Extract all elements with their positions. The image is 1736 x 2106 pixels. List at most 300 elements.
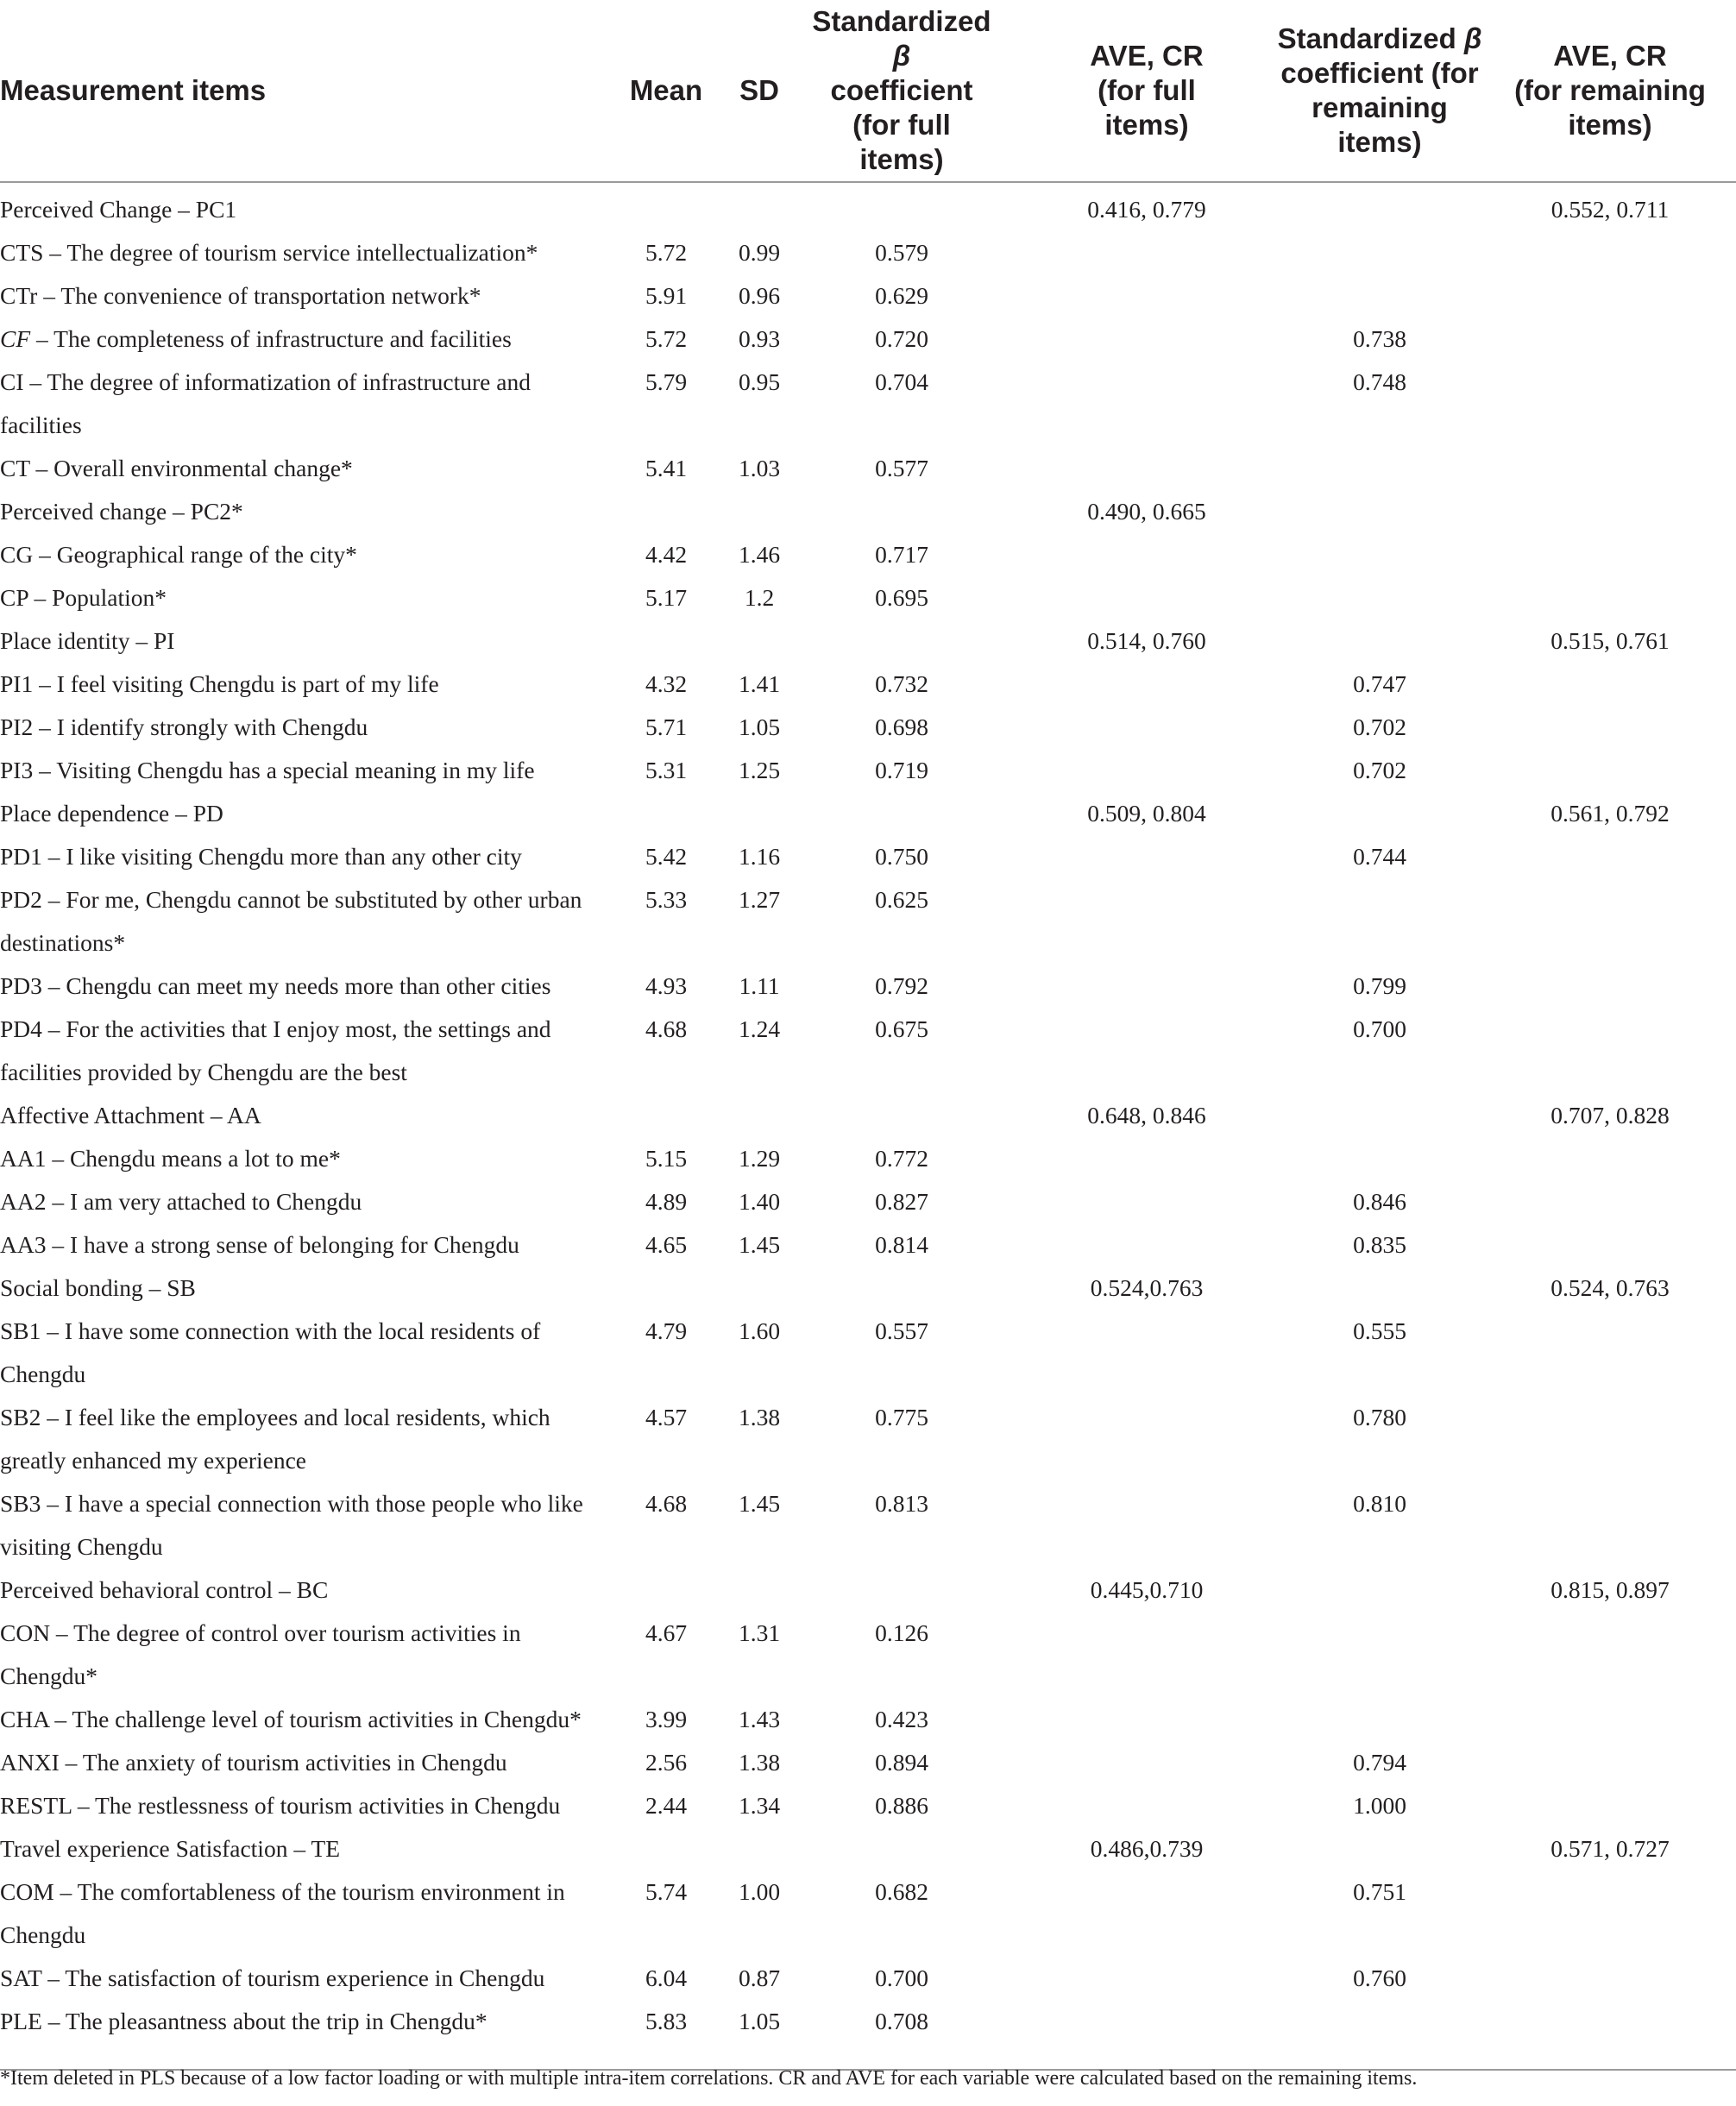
cell-sd: [725, 619, 811, 663]
cell-std: 0.423: [875, 1706, 928, 1732]
cell-measurement-item: SB3 – I have a special connection with those people who like visiting Chengdu: [0, 1490, 583, 1560]
cell-mean: [621, 1094, 725, 1137]
cell-mean: 2.44: [645, 1792, 688, 1819]
cell-sd: 0.93: [738, 325, 781, 352]
cell-std2: 0.700: [1353, 1015, 1406, 1042]
table-row: [0, 1137, 1736, 1180]
cell-measurement-item: Travel experience Satisfaction – TE: [0, 1835, 341, 1862]
cell-measurement-item: Perceived behavioral control – BC: [0, 1576, 329, 1603]
cell-std2: [1268, 1267, 1508, 1310]
cell-std: 0.719: [875, 757, 928, 783]
cell-ave: [1042, 576, 1268, 619]
cell-ave: [1042, 749, 1268, 792]
cell-std2: 1.000: [1353, 1792, 1406, 1819]
cell-sd: 1.27: [738, 886, 781, 913]
cell-sd: [725, 1568, 811, 1612]
cell-std2: [1268, 878, 1508, 965]
cell-ave: [1042, 1396, 1268, 1482]
cell-mean: 4.79: [645, 1317, 688, 1344]
cell-mean: 4.67: [645, 1619, 688, 1646]
cell-std: 0.708: [875, 2008, 928, 2034]
cell-ave2: [1508, 835, 1736, 878]
cell-sd: 1.00: [738, 1878, 781, 1905]
cell-mean: 4.57: [645, 1404, 688, 1430]
cell-std2: 0.810: [1353, 1490, 1406, 1517]
cell-ave: [1042, 1008, 1268, 1094]
cell-std2: [1268, 447, 1508, 490]
cell-mean: 5.72: [645, 239, 688, 266]
table-row: [0, 1741, 1736, 1784]
cell-std2: 0.760: [1353, 1965, 1406, 1991]
cell-ave2: [1508, 490, 1736, 533]
cell-std2: 0.744: [1353, 843, 1406, 870]
cell-sd: 1.05: [738, 2008, 781, 2034]
cell-measurement-item: SAT – The satisfaction of tourism experience in Chengdu: [0, 1965, 545, 1991]
cell-ave2: [1508, 663, 1736, 706]
table-row: [0, 361, 1736, 447]
cell-sd: 1.38: [738, 1749, 781, 1776]
cell-ave: [1042, 231, 1268, 274]
cell-ave: [1042, 1957, 1268, 2000]
cell-sd: [725, 490, 811, 533]
cell-measurement-item: [0, 317, 621, 361]
cell-std2: 0.799: [1353, 972, 1406, 999]
cell-ave: [1042, 965, 1268, 1008]
cell-ave2: [1508, 2000, 1736, 2070]
cell-sd: 0.95: [738, 368, 781, 395]
cell-std: 0.695: [875, 584, 928, 611]
cell-std: 0.720: [875, 325, 928, 352]
cell-ave2: [1508, 1180, 1736, 1223]
cell-std2: [1268, 1568, 1508, 1612]
cell-measurement-item: CT – Overall environmental change*: [0, 455, 353, 481]
cell-mean: [621, 182, 725, 231]
cell-ave2: 0.524, 0.763: [1550, 1274, 1670, 1301]
cell-sd: 0.87: [738, 1965, 781, 1991]
table-row: [0, 317, 1736, 361]
cell-std: 0.682: [875, 1878, 928, 1905]
header-ave-remaining-line3: items): [1568, 109, 1652, 141]
cell-measurement-item: PI1 – I feel visiting Chengdu is part of my life: [0, 670, 439, 697]
cell-sd: 1.41: [738, 670, 781, 697]
cell-sd: 1.43: [738, 1706, 781, 1732]
cell-sd: [725, 1094, 811, 1137]
header-std-full: [811, 0, 1042, 182]
table-row: [0, 1784, 1736, 1827]
table-row: [0, 274, 1736, 317]
cell-sd: 1.25: [738, 757, 781, 783]
header-std-remaining-line3: remaining: [1311, 91, 1448, 123]
cell-std: 0.775: [875, 1404, 928, 1430]
cell-std2: 0.738: [1353, 325, 1406, 352]
cell-mean: 5.33: [645, 886, 688, 913]
cell-std: 0.698: [875, 714, 928, 740]
cell-sd: [725, 1827, 811, 1870]
cell-std: [811, 792, 1042, 835]
cell-std2: [1268, 533, 1508, 576]
cell-sd: 1.45: [738, 1231, 781, 1258]
cell-mean: 5.74: [645, 1878, 688, 1905]
cell-ave: 0.490, 0.665: [1087, 498, 1206, 525]
cell-sd: 1.38: [738, 1404, 781, 1430]
header-std-full-beta: β: [892, 40, 911, 72]
cell-sd: 1.60: [738, 1317, 781, 1344]
cell-measurement-item: Perceived Change – PC1: [0, 196, 237, 223]
cell-std: [811, 619, 1042, 663]
cell-std2: 0.555: [1353, 1317, 1406, 1344]
cell-sd: 1.45: [738, 1490, 781, 1517]
table-row: [0, 1223, 1736, 1267]
table-row: [0, 182, 1736, 231]
header-std-remaining-line4: items): [1337, 126, 1422, 158]
cell-item-code-italic: CF: [0, 325, 31, 352]
cell-measurement-item: PD1 – I like visiting Chengdu more than any other city: [0, 843, 522, 870]
cell-std: 0.629: [875, 282, 928, 309]
table-row: [0, 1870, 1736, 1957]
cell-ave: [1042, 1180, 1268, 1223]
table-row: [0, 835, 1736, 878]
cell-measurement-item: Place dependence – PD: [0, 800, 223, 827]
cell-measurement-item: ANXI – The anxiety of tourism activities in Chengdu: [0, 1749, 507, 1776]
cell-measurement-item: CON – The degree of control over tourism activities in Chengdu*: [0, 1619, 521, 1689]
cell-ave: 0.486,0.739: [1090, 1835, 1204, 1862]
cell-ave2: [1508, 576, 1736, 619]
header-ave-remaining-line1: AVE, CR: [1553, 40, 1667, 72]
cell-measurement-item: Social bonding – SB: [0, 1274, 196, 1301]
cell-ave2: 0.707, 0.828: [1550, 1102, 1670, 1128]
cell-ave: [1042, 663, 1268, 706]
cell-mean: [621, 490, 725, 533]
cell-std: 0.625: [875, 886, 928, 913]
cell-mean: 5.42: [645, 843, 688, 870]
table-row: [0, 1957, 1736, 2000]
cell-measurement-item: CTr – The convenience of transportation network*: [0, 282, 481, 309]
cell-mean: [621, 1568, 725, 1612]
header-std-full-line3: (for full items): [852, 109, 951, 175]
table-row: [0, 1310, 1736, 1396]
cell-measurement-item: AA1 – Chengdu means a lot to me*: [0, 1145, 341, 1172]
cell-std2: 0.794: [1353, 1749, 1406, 1776]
header-ave-full-line2: (for full: [1098, 74, 1196, 106]
cell-ave2: [1508, 231, 1736, 274]
cell-measurement-item: PI2 – I identify strongly with Chengdu: [0, 714, 368, 740]
cell-ave2: [1508, 706, 1736, 749]
cell-ave2: [1508, 361, 1736, 447]
cell-measurement-item: CTS – The degree of tourism service intellectualization*: [0, 239, 538, 266]
cell-ave2: [1508, 1612, 1736, 1698]
cell-std: 0.813: [875, 1490, 928, 1517]
cell-sd: 1.40: [738, 1188, 781, 1215]
cell-mean: 5.72: [645, 325, 688, 352]
cell-measurement-item: Perceived change – PC2*: [0, 498, 243, 525]
header-std-remaining: [1268, 0, 1508, 182]
cell-ave2: 0.571, 0.727: [1550, 1835, 1670, 1862]
cell-std2: 0.747: [1353, 670, 1406, 697]
cell-measurement-item: CG – Geographical range of the city*: [0, 541, 357, 568]
cell-ave2: [1508, 533, 1736, 576]
cell-std2: 0.835: [1353, 1231, 1406, 1258]
cell-mean: 5.17: [645, 584, 688, 611]
cell-sd: [725, 1267, 811, 1310]
cell-sd: 1.11: [739, 972, 780, 999]
header-sd: SD: [725, 0, 811, 182]
table-row: [0, 1396, 1736, 1482]
header-row: [0, 0, 1736, 182]
cell-measurement-item: PD3 – Chengdu can meet my needs more than other cities: [0, 972, 551, 999]
cell-std: 0.772: [875, 1145, 928, 1172]
cell-ave2: [1508, 878, 1736, 965]
cell-std: [811, 1827, 1042, 1870]
cell-ave: 0.514, 0.760: [1087, 627, 1206, 654]
cell-ave: [1042, 447, 1268, 490]
table-row: [0, 1482, 1736, 1568]
cell-ave2: [1508, 1137, 1736, 1180]
cell-measurement-item: PD2 – For me, Chengdu cannot be substituted by other urban destinations*: [0, 886, 582, 956]
cell-sd: 1.16: [738, 843, 781, 870]
cell-ave: [1042, 1482, 1268, 1568]
cell-ave2: [1508, 1008, 1736, 1094]
cell-ave2: [1508, 1310, 1736, 1396]
cell-measurement-item: Affective Attachment – AA: [0, 1102, 261, 1128]
cell-ave: 0.524,0.763: [1090, 1274, 1204, 1301]
cell-ave2: [1508, 965, 1736, 1008]
cell-std2: 0.702: [1353, 757, 1406, 783]
table-footnote: *Item deleted in PLS because of a low factor loading or with multiple intra-item correlations. CR and AVE for each variable were calculated based on the remaining items.: [0, 2067, 1418, 2090]
cell-measurement-item: PI3 – Visiting Chengdu has a special meaning in my life: [0, 757, 535, 783]
table-row: [0, 447, 1736, 490]
cell-ave2: 0.561, 0.792: [1550, 800, 1670, 827]
header-ave-full: [1042, 0, 1268, 182]
cell-std2: [1268, 792, 1508, 835]
cell-std: 0.792: [875, 972, 928, 999]
cell-mean: 4.89: [645, 1188, 688, 1215]
cell-std: [811, 1094, 1042, 1137]
cell-ave2: [1508, 1870, 1736, 1957]
cell-ave: [1042, 533, 1268, 576]
cell-std2: [1268, 1698, 1508, 1741]
cell-std: 0.750: [875, 843, 928, 870]
cell-sd: 1.2: [744, 584, 775, 611]
cell-mean: 4.68: [645, 1490, 688, 1517]
table-row: [0, 231, 1736, 274]
cell-sd: 1.34: [738, 1792, 781, 1819]
cell-ave2: [1508, 749, 1736, 792]
cell-sd: 0.96: [738, 282, 781, 309]
cell-mean: 5.79: [645, 368, 688, 395]
table-row: [0, 792, 1736, 835]
cell-mean: 4.68: [645, 1015, 688, 1042]
cell-mean: 5.15: [645, 1145, 688, 1172]
cell-std: 0.700: [875, 1965, 928, 1991]
cell-sd: 1.29: [738, 1145, 781, 1172]
header-std-remaining-beta: β: [1463, 22, 1482, 54]
cell-ave2: [1508, 1482, 1736, 1568]
header-std-remaining-line1: Standardized: [1277, 22, 1456, 54]
cell-ave: [1042, 1741, 1268, 1784]
cell-std: 0.675: [875, 1015, 928, 1042]
cell-ave2: [1508, 447, 1736, 490]
cell-measurement-item: Place identity – PI: [0, 627, 175, 654]
cell-sd: [725, 182, 811, 231]
cell-std: [811, 1568, 1042, 1612]
header-mean: Mean: [621, 0, 725, 182]
cell-std: 0.717: [875, 541, 928, 568]
cell-mean: 2.56: [645, 1749, 688, 1776]
cell-ave2: 0.552, 0.711: [1550, 196, 1670, 223]
cell-std: 0.577: [875, 455, 928, 481]
table-row: [0, 1094, 1736, 1137]
cell-std2: 0.702: [1353, 714, 1406, 740]
cell-std2: 0.751: [1353, 1878, 1406, 1905]
cell-mean: 4.65: [645, 1231, 688, 1258]
cell-mean: 5.83: [645, 2008, 688, 2034]
cell-std: 0.704: [875, 368, 928, 395]
cell-sd: 1.24: [738, 1015, 781, 1042]
cell-mean: 4.93: [645, 972, 688, 999]
table-header: [0, 0, 1736, 182]
cell-ave: 0.509, 0.804: [1087, 800, 1206, 827]
table-body: [0, 182, 1736, 2070]
cell-std2: [1268, 1094, 1508, 1137]
cell-measurement-item: SB1 – I have some connection with the local residents of Chengdu: [0, 1317, 541, 1387]
table-row: [0, 965, 1736, 1008]
cell-measurement-item: CP – Population*: [0, 584, 167, 611]
header-std-full-line2: coefficient: [830, 74, 973, 106]
cell-std: [811, 490, 1042, 533]
cell-mean: 4.42: [645, 541, 688, 568]
cell-ave: [1042, 1870, 1268, 1957]
cell-std: 0.732: [875, 670, 928, 697]
table-row: [0, 1180, 1736, 1223]
cell-std2: [1268, 1612, 1508, 1698]
table-row: [0, 576, 1736, 619]
table-row: [0, 533, 1736, 576]
cell-std: [811, 1267, 1042, 1310]
cell-ave2: [1508, 274, 1736, 317]
cell-ave: [1042, 1698, 1268, 1741]
cell-measurement-item: AA3 – I have a strong sense of belonging for Chengdu: [0, 1231, 519, 1258]
cell-std2: [1268, 619, 1508, 663]
cell-std2: [1268, 231, 1508, 274]
cell-measurement-item: SB2 – I feel like the employees and local residents, which greatly enhanced my experience: [0, 1404, 550, 1474]
table-row: [0, 1008, 1736, 1094]
table-row: [0, 1698, 1736, 1741]
cell-std2: [1268, 274, 1508, 317]
cell-ave: 0.445,0.710: [1090, 1576, 1204, 1603]
cell-sd: [725, 792, 811, 835]
cell-mean: 5.71: [645, 714, 688, 740]
table-row: [0, 490, 1736, 533]
cell-measurement-item: PD4 – For the activities that I enjoy most, the settings and facilities provided by Chengdu are the best: [0, 1015, 551, 1085]
cell-mean: 5.31: [645, 757, 688, 783]
cell-std: 0.814: [875, 1231, 928, 1258]
cell-measurement-item: COM – The comfortableness of the tourism environment in Chengdu: [0, 1878, 565, 1948]
cell-ave: [1042, 1137, 1268, 1180]
cell-std: 0.579: [875, 239, 928, 266]
header-ave-full-line1: AVE, CR: [1090, 40, 1204, 72]
cell-sd: 1.05: [738, 714, 781, 740]
cell-mean: [621, 619, 725, 663]
cell-ave2: [1508, 1223, 1736, 1267]
cell-mean: 5.91: [645, 282, 688, 309]
cell-mean: 4.32: [645, 670, 688, 697]
cell-ave: [1042, 274, 1268, 317]
table-row: [0, 878, 1736, 965]
header-ave-remaining-line2: (for remaining: [1514, 74, 1706, 106]
cell-ave: [1042, 1310, 1268, 1396]
cell-ave: [1042, 317, 1268, 361]
cell-mean: [621, 1267, 725, 1310]
cell-ave: [1042, 706, 1268, 749]
cell-ave2: 0.515, 0.761: [1550, 627, 1670, 654]
cell-sd: 1.31: [738, 1619, 781, 1646]
cell-std2: [1268, 576, 1508, 619]
table-row: [0, 749, 1736, 792]
cell-std2: [1268, 1137, 1508, 1180]
header-measurement-items: Measurement items: [0, 0, 621, 182]
cell-std2: [1268, 2000, 1508, 2070]
cell-ave: [1042, 1784, 1268, 1827]
cell-ave2: [1508, 1741, 1736, 1784]
table-row: [0, 1568, 1736, 1612]
cell-ave2: 0.815, 0.897: [1550, 1576, 1670, 1603]
cell-std2: 0.780: [1353, 1404, 1406, 1430]
table-row: [0, 663, 1736, 706]
cell-ave2: [1508, 1957, 1736, 2000]
cell-measurement-item: CHA – The challenge level of tourism activities in Chengdu*: [0, 1706, 582, 1732]
cell-sd: 1.46: [738, 541, 781, 568]
cell-std2: 0.748: [1353, 368, 1406, 395]
cell-std: 0.126: [875, 1619, 928, 1646]
cell-ave: [1042, 1223, 1268, 1267]
header-ave-remaining: [1508, 0, 1736, 182]
cell-std2: [1268, 1827, 1508, 1870]
cell-ave2: [1508, 317, 1736, 361]
cell-std: 0.894: [875, 1749, 928, 1776]
table-row: [0, 619, 1736, 663]
cell-std2: 0.846: [1353, 1188, 1406, 1215]
header-std-remaining-line2: coefficient (for: [1280, 57, 1479, 89]
header-std-full-line1: Standardized: [812, 5, 991, 37]
table-row: [0, 1267, 1736, 1310]
header-ave-full-line3: items): [1104, 109, 1189, 141]
table-row: [0, 1612, 1736, 1698]
cell-ave: [1042, 361, 1268, 447]
cell-std2: [1268, 490, 1508, 533]
cell-sd: 1.03: [738, 455, 781, 481]
cell-mean: 6.04: [645, 1965, 688, 1991]
cell-mean: 5.41: [645, 455, 688, 481]
cell-std: 0.557: [875, 1317, 928, 1344]
cell-std: 0.886: [875, 1792, 928, 1819]
cell-std2: [1268, 182, 1508, 231]
cell-ave2: [1508, 1698, 1736, 1741]
cell-ave: 0.416, 0.779: [1087, 196, 1206, 223]
cell-mean: [621, 792, 725, 835]
table-row: [0, 706, 1736, 749]
cell-std: [811, 182, 1042, 231]
cell-measurement-item: CI – The degree of informatization of infrastructure and facilities: [0, 368, 531, 438]
cell-ave: [1042, 2000, 1268, 2070]
cell-std: 0.827: [875, 1188, 928, 1215]
cell-measurement-item: RESTL – The restlessness of tourism activities in Chengdu: [0, 1792, 561, 1819]
cell-measurement-item: PLE – The pleasantness about the trip in Chengdu*: [0, 2008, 487, 2034]
cell-ave: [1042, 835, 1268, 878]
cell-mean: 3.99: [645, 1706, 688, 1732]
cell-ave: 0.648, 0.846: [1087, 1102, 1206, 1128]
cell-ave2: [1508, 1784, 1736, 1827]
table-row: [0, 1827, 1736, 1870]
